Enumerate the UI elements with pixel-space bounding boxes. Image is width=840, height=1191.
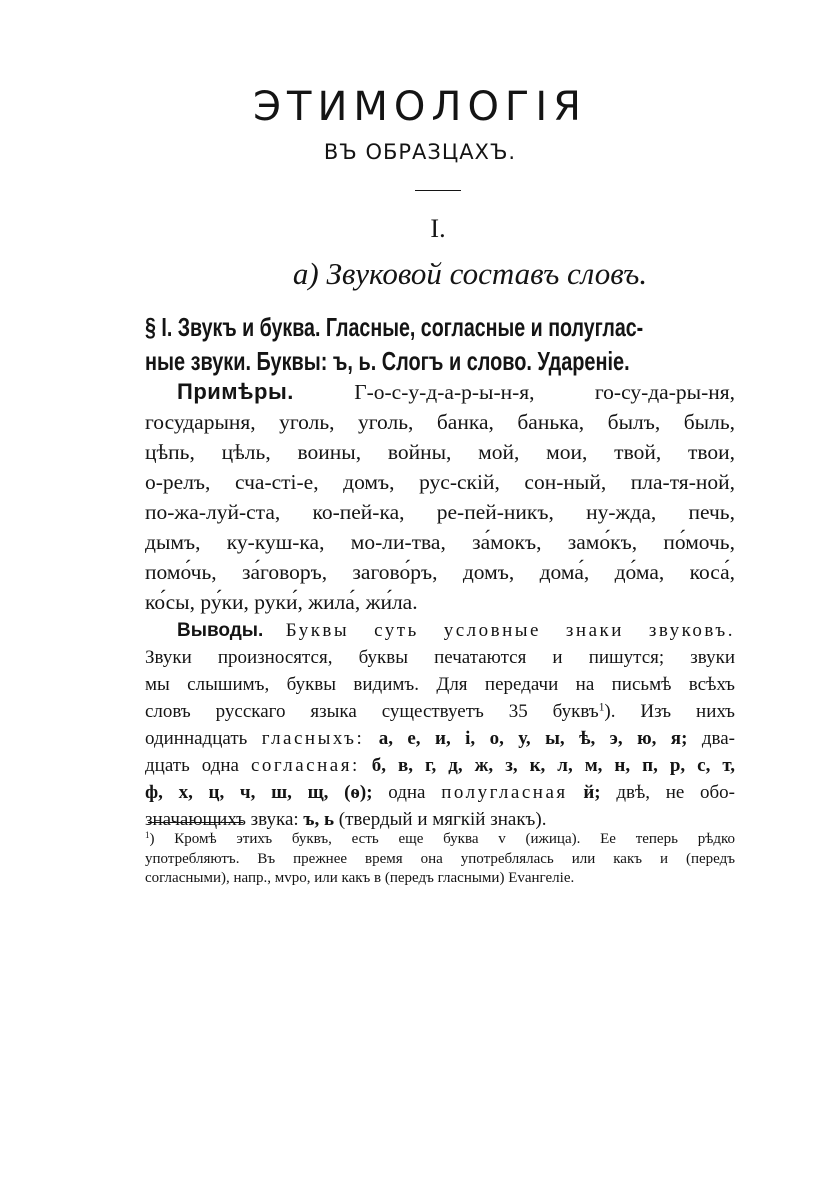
examples-line: цѣпь, цѣль, воины, войны, мой, мои, твой, твои, [145,440,735,464]
conclusions-label: Выводы. [177,620,264,641]
conclusions-block [145,617,735,833]
conclusions-text: Буквы суть условные знаки звуковъ. [285,620,736,641]
conclusions-line [145,617,735,644]
footnote-line [145,830,735,850]
conclusions-text: (твердый и мягкій знакъ). [338,809,547,830]
footnote-marker: 1 [145,830,150,841]
conclusions-line [145,806,735,833]
conclusions-line: Звуки произносятся, буквы печатаются и пишутся; звуки [145,647,735,668]
paragraph-heading-line-2: ные звуки. Буквы: ъ, ь. Слогъ и слово. Удареніе. [145,346,630,376]
section-heading: а) Звуковой составъ словъ. [292,256,648,291]
examples-line: о-релъ, сча-сті-е, домъ, рус-скій, сон-ный, пла-тя-ной, [145,470,735,494]
conclusions-line [145,752,735,779]
conclusions-text: словъ русскаго языка существуетъ 35 буквъ [145,701,599,722]
title-divider [415,190,461,191]
footnote-reference: 1 [598,701,605,714]
examples-label: Примѣры. [177,379,294,404]
examples-line: помо́чь, за́говоръ, загово́ръ, домъ, дома́, до́ма, коса́, [145,560,735,584]
page-subtitle: ВЪ ОБРАЗЦАХЪ. [323,140,517,164]
chapter-number: I. [430,214,446,243]
consonant-letters: б, в, г, д, ж, з, к, л, м, н, п, р, с, т, [371,755,736,776]
conclusions-line [145,779,735,806]
conclusions-text: значающихъ звука: [145,809,299,830]
conclusions-text: дцать одна [145,755,239,776]
examples-line: государыня, уголь, уголь, банка, банька, былъ, быль, [145,410,735,434]
paragraph-heading-line-1: § I. Звукъ и буква. Гласные, согласные и полуглас- [145,312,644,342]
examples-line: ко́сы, ру́ки, руки́, жила́, жи́ла. [145,590,418,614]
conclusions-term: гласныхъ: [261,728,365,749]
paragraph-heading [145,310,745,378]
consonant-letters: ф, х, ц, ч, ш, щ, (ѳ); [145,782,373,803]
conclusions-line [145,725,735,752]
conclusions-term: полугласная [441,782,568,803]
conclusions-text: одна [388,782,426,803]
examples-text: Г-о-с-у-д-а-р-ы-н-я, го-су-да-ры-ня, [354,380,735,404]
footnote-line: согласными), напр., мvро, или какъ в (передъ гласными) Еvангеліе. [145,870,575,886]
conclusions-line [145,698,735,725]
examples-line: дымъ, ку-куш-ка, мо-ли-тва, за́мокъ, замо́къ, по́мочь, [145,530,735,554]
conclusions-text: двѣ, не обо- [616,782,736,803]
footnote-line: употребляютъ. Въ прежнее время она употреблялась или какъ и (передъ [145,850,735,867]
conclusions-text: одиннадцать [145,728,248,749]
conclusions-text: два- [701,728,735,749]
conclusions-text: ). Изъ нихъ [604,701,735,722]
page-title: ЭТИМОЛОГІЯ [253,84,587,130]
conclusions-line: мы слышимъ, буквы видимъ. Для передачи на письмѣ всѣхъ [145,674,735,695]
conclusions-term: согласная: [251,755,360,776]
vowel-letters: а, е, и, і, о, у, ы, ѣ, э, ю, я; [378,728,688,749]
sign-letters: ъ, ь [303,809,335,830]
examples-line: по-жа-луй-ста, ко-пей-ка, ре-пей-никъ, ну-жда, печь, [145,500,735,524]
footnote-divider [148,822,243,823]
semivowel-letter: й; [583,782,601,803]
examples-line [145,377,735,407]
footnote-text: ) Кромѣ этихъ буквъ, есть еще буква v (ижица). Ее теперь рѣдко [149,831,735,847]
footnote [145,830,735,889]
examples-block [145,377,735,617]
